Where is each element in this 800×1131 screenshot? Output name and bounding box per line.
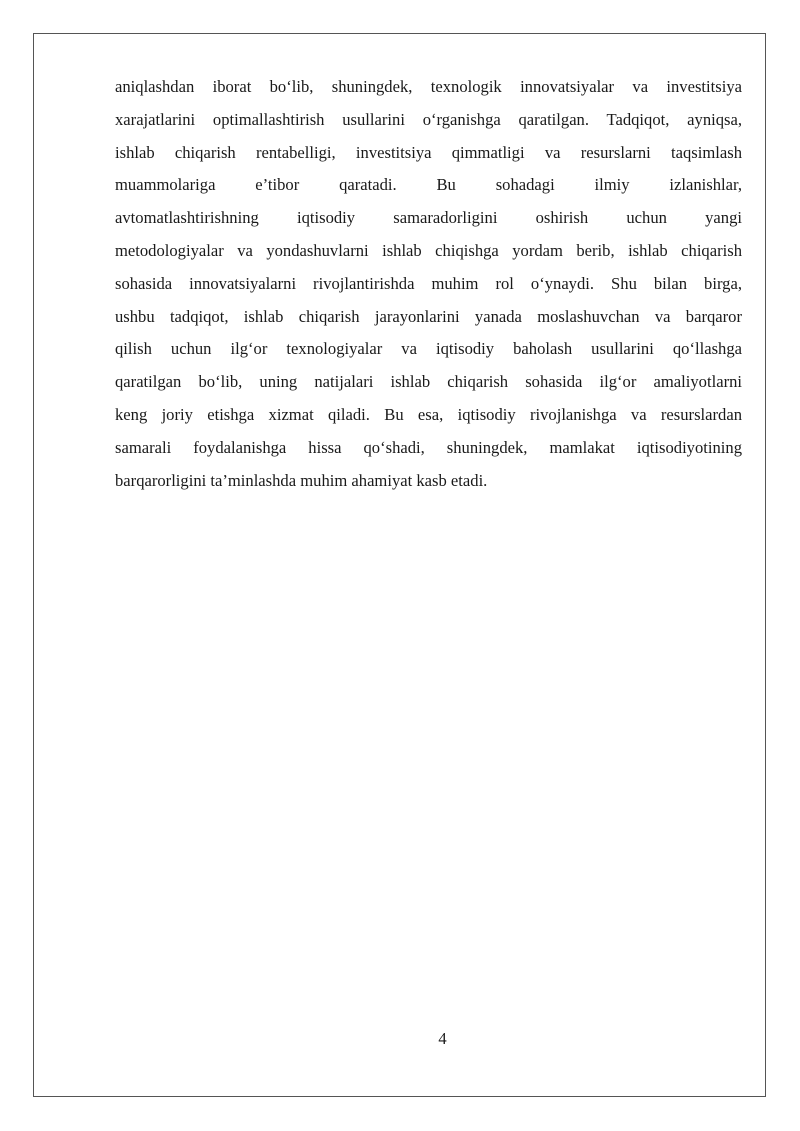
paragraph-line: barqarorligini ta’minlashda muhim ahamiyat kasb etadi. bbox=[115, 470, 488, 490]
body-paragraph bbox=[115, 71, 742, 497]
page-number: 4 bbox=[438, 1029, 447, 1048]
paragraph-line: ishlab chiqarish rentabelligi, investitsiya qimmatligi va resurslarni taqsimlash bbox=[115, 142, 742, 162]
paragraph-line: qaratilgan bo‘lib, uning natijalari ishlab chiqarish sohasida ilg‘or amaliyotlarni bbox=[115, 372, 742, 392]
paragraph-line: aniqlashdan iborat bo‘lib, shuningdek, texnologik innovatsiyalar va investitsiya bbox=[115, 77, 742, 96]
paragraph-line: avtomatlashtirishning iqtisodiy samaradorligini oshirish uchun yangi bbox=[115, 208, 742, 228]
paragraph-line: sohasida innovatsiyalarni rivojlantirishda muhim rol o‘ynaydi. Shu bilan birga, bbox=[115, 273, 742, 293]
paragraph-line: qilish uchun ilg‘or texnologiyalar va iqtisodiy baholash usullarini qo‘llashga bbox=[115, 339, 742, 359]
paragraph-line: samarali foydalanishga hissa qo‘shadi, shuningdek, mamlakat iqtisodiyotining bbox=[115, 437, 742, 457]
paragraph-line: muammolariga e’tibor qaratadi. Bu sohadagi ilmiy izlanishlar, bbox=[115, 175, 742, 195]
paragraph-line: metodologiyalar va yondashuvlarni ishlab chiqishga yordam berib, ishlab chiqarish bbox=[115, 240, 742, 260]
paragraph-line: ushbu tadqiqot, ishlab chiqarish jarayonlarini yanada moslashuvchan va barqaror bbox=[115, 306, 742, 326]
paragraph-line: xarajatlarini optimallashtirish usullarini o‘rganishga qaratilgan. Tadqiqot, ayniqsa, bbox=[115, 109, 742, 129]
paragraph-line: keng joriy etishga xizmat qiladi. Bu esa, iqtisodiy rivojlanishga va resurslardan bbox=[115, 404, 742, 424]
